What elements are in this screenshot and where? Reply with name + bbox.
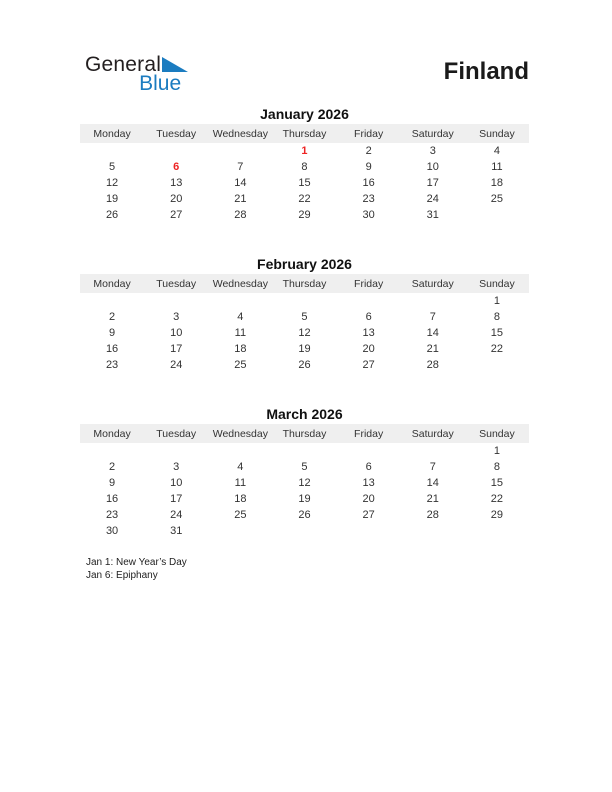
weekday-header-row (80, 274, 529, 293)
day-cell: 13 (362, 327, 375, 339)
day-cell: 16 (105, 493, 119, 505)
empty-day-cell (401, 443, 465, 459)
day-cell: 3 (173, 461, 180, 473)
empty-day-cell (80, 443, 144, 459)
day-cell: 5 (109, 161, 116, 173)
month-title: February 2026 (257, 256, 352, 272)
week-row (80, 507, 529, 523)
day-cell: 25 (234, 509, 247, 521)
weekday-header: Sunday (465, 124, 529, 143)
day-cell: 3 (173, 311, 180, 323)
weekday-header-row (80, 124, 529, 143)
day-cell: 29 (490, 509, 504, 521)
day-cell: 21 (426, 493, 439, 505)
empty-day-cell (465, 207, 529, 223)
month-grid (80, 124, 529, 223)
months-container (80, 105, 529, 555)
week-row (80, 325, 529, 341)
day-cell: 8 (301, 161, 308, 173)
month-title: March 2026 (266, 406, 343, 422)
weekday-header: Friday (337, 124, 401, 143)
day-cell: 19 (298, 493, 311, 505)
day-cell: 13 (170, 177, 183, 189)
empty-day-cell (208, 293, 272, 309)
month-february (80, 255, 529, 405)
day-cell: 16 (105, 343, 119, 355)
day-cell: 14 (426, 327, 439, 339)
day-cell: 5 (301, 461, 308, 473)
weekday-header: Monday (80, 274, 144, 293)
day-cell: 15 (490, 477, 504, 489)
day-cell: 18 (234, 343, 247, 355)
day-cell: 26 (298, 509, 311, 521)
empty-day-cell (272, 523, 336, 539)
empty-day-cell (337, 523, 401, 539)
weekday-header: Sunday (465, 424, 529, 443)
day-cell: 31 (426, 209, 439, 221)
day-cell: 28 (234, 209, 247, 221)
week-row (80, 159, 529, 175)
day-cell: 26 (105, 209, 119, 221)
day-cell: 10 (170, 477, 183, 489)
holiday-note: Jan 1: New Year’s Day (86, 557, 187, 568)
holiday-notes (86, 556, 187, 582)
weekday-header: Thursday (272, 124, 336, 143)
week-row (80, 293, 529, 309)
day-cell: 6 (173, 161, 180, 173)
day-cell: 25 (234, 359, 247, 371)
day-cell: 21 (234, 193, 247, 205)
day-cell: 9 (365, 161, 372, 173)
day-cell: 20 (170, 193, 183, 205)
empty-day-cell (272, 443, 336, 459)
day-cell: 2 (109, 461, 116, 473)
day-cell: 18 (490, 177, 504, 189)
empty-day-cell (465, 357, 529, 373)
month-march (80, 405, 529, 555)
day-cell: 30 (105, 525, 119, 537)
week-row (80, 191, 529, 207)
empty-day-cell (401, 523, 465, 539)
empty-day-cell (144, 143, 208, 159)
day-cell: 2 (109, 311, 116, 323)
day-cell: 18 (234, 493, 247, 505)
empty-day-cell (465, 523, 529, 539)
weekday-header: Saturday (401, 424, 465, 443)
weekday-header: Thursday (272, 274, 336, 293)
day-cell: 7 (237, 161, 244, 173)
day-cell: 22 (490, 493, 504, 505)
day-cell: 2 (365, 145, 372, 157)
week-row (80, 309, 529, 325)
weekday-header: Saturday (401, 274, 465, 293)
day-cell: 22 (298, 193, 311, 205)
weekday-header: Friday (337, 424, 401, 443)
week-row (80, 491, 529, 507)
week-row (80, 459, 529, 475)
day-cell: 8 (493, 461, 500, 473)
weekday-header: Wednesday (208, 124, 272, 143)
week-row (80, 207, 529, 223)
day-cell: 10 (426, 161, 439, 173)
week-row (80, 143, 529, 159)
weekday-header: Saturday (401, 124, 465, 143)
day-cell: 15 (298, 177, 311, 189)
day-cell: 17 (170, 493, 183, 505)
week-row (80, 523, 529, 539)
day-cell: 3 (429, 145, 436, 157)
month-title: January 2026 (260, 106, 349, 122)
day-cell: 10 (170, 327, 183, 339)
day-cell: 24 (426, 193, 439, 205)
day-cell: 11 (491, 161, 503, 173)
day-cell: 12 (105, 177, 119, 189)
day-cell: 19 (298, 343, 311, 355)
day-cell: 1 (493, 445, 500, 457)
logo-text-general: General (85, 53, 162, 76)
day-cell: 17 (426, 177, 439, 189)
day-cell: 16 (362, 177, 375, 189)
empty-day-cell (208, 443, 272, 459)
month-grid (80, 274, 529, 373)
empty-day-cell (401, 293, 465, 309)
day-cell: 20 (362, 493, 375, 505)
day-cell: 7 (429, 461, 436, 473)
day-cell: 8 (493, 311, 500, 323)
empty-day-cell (337, 443, 401, 459)
day-cell: 1 (301, 145, 308, 157)
day-cell: 25 (490, 193, 504, 205)
weekday-header: Tuesday (144, 124, 208, 143)
day-cell: 4 (493, 145, 500, 157)
day-cell: 6 (365, 311, 372, 323)
empty-day-cell (208, 523, 272, 539)
empty-day-cell (272, 293, 336, 309)
day-cell: 6 (365, 461, 372, 473)
weekday-header: Sunday (465, 274, 529, 293)
day-cell: 12 (298, 327, 311, 339)
day-cell: 19 (105, 193, 119, 205)
day-cell: 11 (234, 477, 247, 489)
day-cell: 28 (426, 509, 439, 521)
weekday-header: Monday (80, 424, 144, 443)
day-cell: 4 (237, 461, 244, 473)
day-cell: 9 (109, 327, 116, 339)
empty-day-cell (144, 443, 208, 459)
weekday-header: Thursday (272, 424, 336, 443)
day-cell: 31 (170, 525, 183, 537)
day-cell: 27 (170, 209, 183, 221)
day-cell: 29 (298, 209, 311, 221)
empty-day-cell (337, 293, 401, 309)
holiday-note: Jan 6: Epiphany (86, 570, 158, 581)
day-cell: 15 (490, 327, 504, 339)
day-cell: 14 (234, 177, 247, 189)
day-cell: 11 (234, 327, 247, 339)
day-cell: 5 (301, 311, 308, 323)
weekday-header-row (80, 424, 529, 443)
week-row (80, 175, 529, 191)
logo-flag-triangle-icon (162, 57, 188, 72)
day-cell: 22 (490, 343, 504, 355)
empty-day-cell (80, 293, 144, 309)
weekday-header: Tuesday (144, 274, 208, 293)
empty-day-cell (208, 143, 272, 159)
general-blue-logo (85, 55, 188, 93)
weekday-header: Wednesday (208, 424, 272, 443)
day-cell: 1 (493, 295, 500, 307)
day-cell: 13 (362, 477, 375, 489)
day-cell: 23 (105, 359, 119, 371)
logo-text-blue: Blue (139, 72, 182, 95)
weekday-header: Wednesday (208, 274, 272, 293)
day-cell: 26 (298, 359, 311, 371)
week-row (80, 443, 529, 459)
week-row (80, 475, 529, 491)
day-cell: 27 (362, 359, 375, 371)
day-cell: 28 (426, 359, 439, 371)
day-cell: 14 (426, 477, 439, 489)
day-cell: 12 (298, 477, 311, 489)
week-row (80, 357, 529, 373)
day-cell: 30 (362, 209, 375, 221)
page-title: Finland (443, 58, 529, 85)
empty-day-cell (144, 293, 208, 309)
day-cell: 21 (426, 343, 439, 355)
month-january (80, 105, 529, 255)
day-cell: 24 (170, 509, 183, 521)
day-cell: 4 (237, 311, 244, 323)
day-cell: 24 (170, 359, 183, 371)
weekday-header: Friday (337, 274, 401, 293)
day-cell: 20 (362, 343, 375, 355)
weekday-header: Tuesday (144, 424, 208, 443)
day-cell: 23 (362, 193, 375, 205)
weekday-header: Monday (80, 124, 144, 143)
empty-day-cell (80, 143, 144, 159)
day-cell: 7 (429, 311, 436, 323)
day-cell: 27 (362, 509, 375, 521)
day-cell: 9 (109, 477, 116, 489)
week-row (80, 341, 529, 357)
day-cell: 17 (170, 343, 183, 355)
day-cell: 23 (105, 509, 119, 521)
month-grid (80, 424, 529, 539)
